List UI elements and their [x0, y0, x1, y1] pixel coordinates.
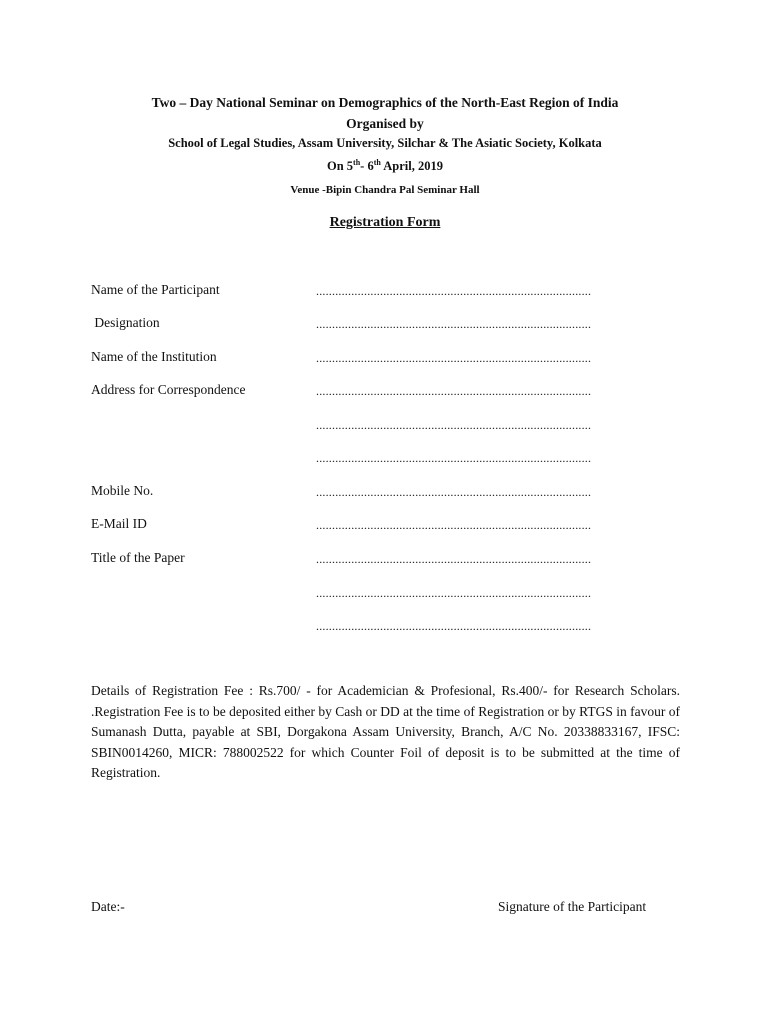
address-field-line-1[interactable]: ......................................................................................: [316, 384, 592, 398]
date-prefix: On 5: [326, 159, 354, 173]
institution-label: Name of the Institution: [91, 349, 217, 364]
institution-field[interactable]: ......................................................................................: [316, 351, 592, 365]
signature-label: Signature of the Participant: [498, 899, 647, 914]
date-superscript-2: th: [373, 157, 381, 167]
address-field-line-2[interactable]: ......................................................................................: [316, 418, 592, 432]
mobile-field[interactable]: ......................................................................................: [316, 485, 592, 499]
form-title: Registration Form: [329, 215, 441, 230]
organisers-line: School of Legal Studies, Assam University, Silchar & The Asiatic Society, Kolkata: [168, 136, 602, 150]
paper-title-field-line-2[interactable]: ......................................................................................: [316, 586, 592, 600]
address-label: Address for Correspondence: [91, 382, 246, 397]
designation-label: Designation: [91, 315, 160, 330]
address-field-line-3[interactable]: ......................................................................................: [316, 451, 592, 465]
paper-title-label: Title of the Paper: [91, 550, 185, 565]
date-label: Date:-: [91, 899, 125, 914]
date-superscript-1: th: [353, 157, 361, 167]
paper-title-field-line-3[interactable]: ......................................................................................: [316, 619, 592, 633]
paper-title-field-line-1[interactable]: ......................................................................................: [316, 552, 592, 566]
participant-name-field[interactable]: ......................................................................................: [316, 284, 592, 298]
seminar-dates: [0, 159, 770, 174]
email-label: E-Mail ID: [91, 516, 147, 531]
organised-by-label: Organised by: [346, 116, 424, 131]
email-field[interactable]: ......................................................................................: [316, 518, 592, 532]
designation-field[interactable]: ......................................................................................: [316, 317, 592, 331]
participant-name-label: Name of the Participant: [91, 282, 220, 297]
date-middle: - 6: [360, 159, 374, 173]
mobile-label: Mobile No.: [91, 483, 154, 498]
venue-line: Venue -Bipin Chandra Pal Seminar Hall: [290, 184, 480, 196]
seminar-title: Two – Day National Seminar on Demographics of the North-East Region of India: [151, 95, 619, 110]
date-suffix: April, 2019: [380, 159, 444, 173]
registration-fee-details: Details of Registration Fee : Rs.700/ - for Academician & Profesional, Rs.400/- for Research Scholars. .Registration Fee is to be deposited either by Cash or DD at the time of Registration or by RTGS in favour of Sumanash Dutta, payable at SBI, Dorgakona Assam University, Branch, A/C No. 20338833167, IFSC: SBIN0014260, MICR: 788002522 for which Counter Foil of deposit is to be submitted at the time of Registration.: [91, 683, 680, 780]
